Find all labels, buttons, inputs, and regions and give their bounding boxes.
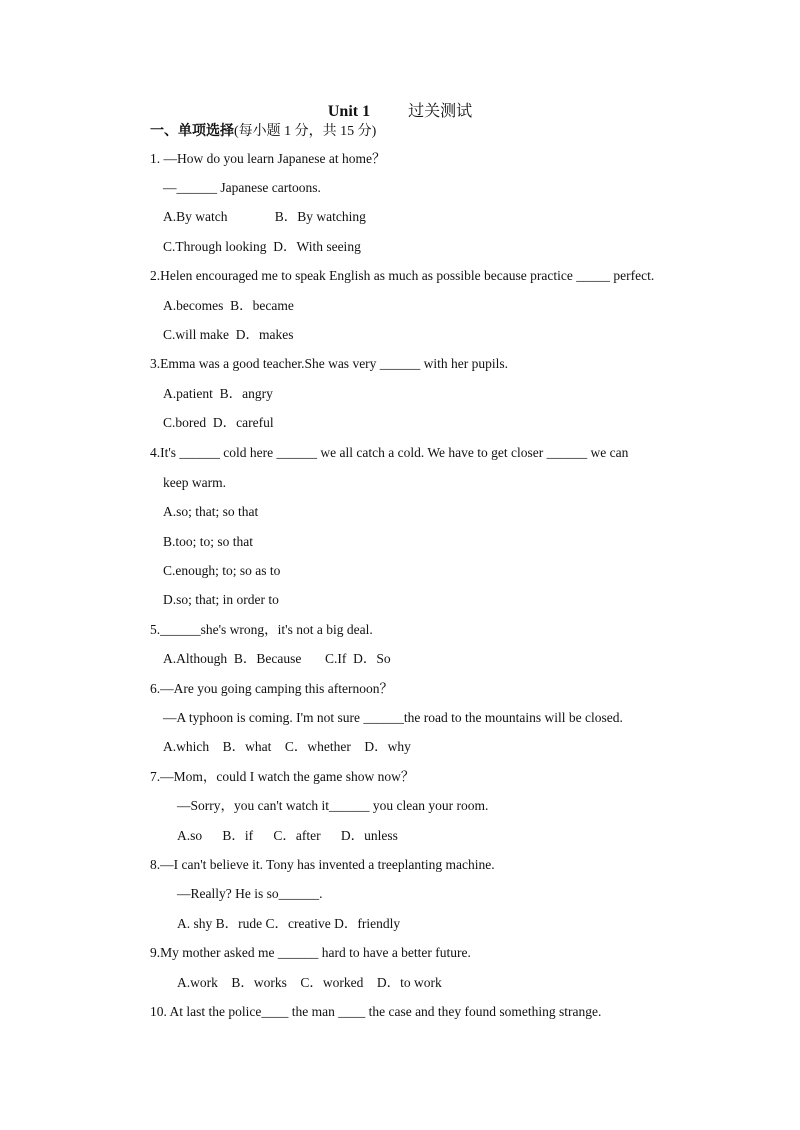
question-line: 1. —How do you learn Japanese at home？ — [150, 151, 386, 166]
section-heading — [150, 120, 376, 140]
question-line: 3.Emma was a good teacher.She was very ______ with her pupils. — [150, 356, 509, 371]
option-line: A.so B．if C．after D．unless — [177, 828, 398, 843]
answer-line: —______ Japanese cartoons. — [163, 180, 321, 195]
question-line-continued: keep warm. — [163, 475, 226, 490]
section-note: (每小题 1 分，共 15 分) — [234, 124, 377, 139]
question-line: 8.—I can't believe it. Tony has invented a treeplanting machine. — [150, 857, 495, 872]
option-line: B.too; to; so that — [163, 534, 254, 549]
option-line: C.enough; to; so as to — [163, 563, 281, 578]
question-line: 5.______she's wrong，it's not a big deal. — [150, 622, 373, 637]
question-line: 9.My mother asked me ______ hard to have a better future. — [150, 945, 471, 960]
option-line: C.Through looking D．With seeing — [163, 239, 361, 254]
option-line: C.bored D．careful — [163, 415, 274, 430]
option-line: A. shy B．rude C．creative D．friendly — [177, 916, 401, 931]
page-title — [0, 98, 800, 121]
question-line: 4.It's ______ cold here ______ we all catch a cold. We have to get closer ______ we can — [150, 445, 629, 460]
option-line: A.so; that; so that — [163, 504, 259, 519]
answer-line: —Sorry，you can't watch it______ you clean your room. — [177, 798, 489, 813]
option-line: A.becomes B．became — [163, 298, 294, 313]
unit-label: Unit 1 — [327, 103, 371, 120]
question-line: 10. At last the police____ the man ____ the case and they found something strange. — [150, 1004, 602, 1019]
option-line: A.which B．what C．whether D．why — [163, 739, 411, 754]
question-line: 7.—Mom，could I watch the game show now？ — [150, 769, 415, 784]
option-line: A.Although B．Because C.If D．So — [163, 651, 391, 666]
answer-line: —Really? He is so______. — [177, 886, 323, 901]
option-line: C.will make D．makes — [163, 327, 294, 342]
title-name: 过关测试 — [408, 103, 473, 120]
option-line: A.patient B．angry — [163, 386, 273, 401]
section-title: 一、单项选择 — [150, 124, 234, 139]
option-line: A.work B．works C．worked D．to work — [177, 975, 442, 990]
option-line: A.By watch B．By watching — [163, 209, 366, 224]
question-line: 6.—Are you going camping this afternoon？ — [150, 681, 393, 696]
answer-line: —A typhoon is coming. I'm not sure ______the road to the mountains will be closed. — [163, 710, 623, 725]
question-line: 2.Helen encouraged me to speak English as much as possible because practice _____ perfect. — [150, 268, 655, 283]
option-line: D.so; that; in order to — [163, 592, 279, 607]
